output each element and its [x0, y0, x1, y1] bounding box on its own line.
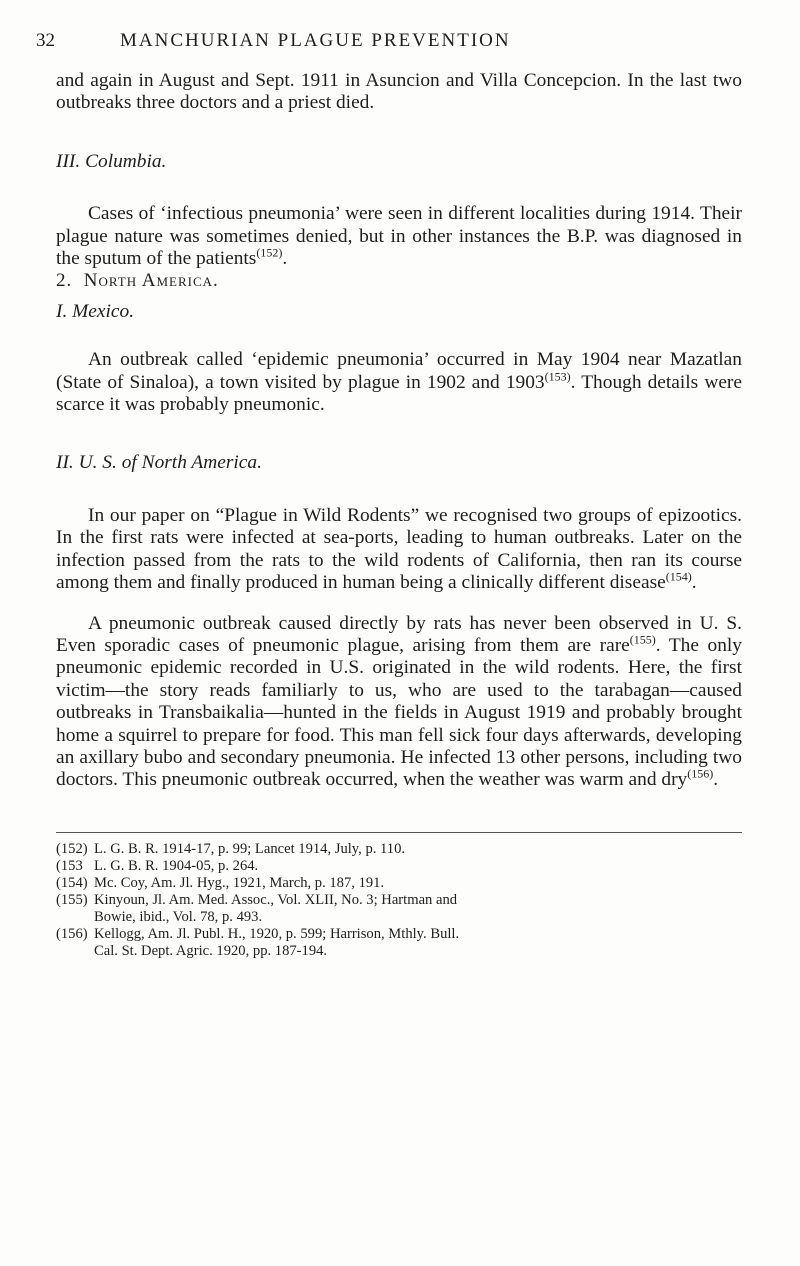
- heading-mexico: I. Mexico.: [56, 300, 135, 322]
- paragraph-pneumonic-outbreak: [56, 613, 742, 792]
- paragraph-mexico-text: An outbreak called ‘epidemic pneumonia’ occurred in May 1904 near Mazatlan (State of Sinaloa), a town visited by plague in 1902 and 1903: [56, 349, 742, 393]
- footnote-ref-155[interactable]: (155): [629, 632, 656, 647]
- heading-columbia: III. Columbia.: [56, 150, 167, 172]
- section-title: North America.: [83, 270, 219, 292]
- footnotes: [56, 832, 742, 960]
- footnote-text: Kinyoun, Jl. Am. Med. Assoc., Vol. XLII, No. 3; Hartman and: [94, 891, 458, 908]
- footnote-number: (156): [56, 925, 88, 942]
- footnote-155-continuation: Bowie, ibid., Vol. 78, p. 493.: [94, 908, 263, 925]
- footnote-ref-152[interactable]: (152): [256, 245, 283, 260]
- footnote-153: [56, 858, 742, 875]
- body-text: [56, 70, 742, 792]
- heading-usna: II. U. S. of North America.: [56, 452, 262, 474]
- paragraph-mexico: [56, 349, 742, 416]
- footnote-156: [56, 926, 742, 943]
- paragraph-wild-rodents-end: .: [691, 572, 697, 594]
- paragraph-columbia-end: .: [282, 248, 288, 270]
- paragraph-columbia-text: Cases of ‘infectious pneumonia’ were seen in different localities during 1914. Their plague nature was sometimes denied, but in other instances the B.P. was diagnosed in the sputum of the patients: [56, 203, 742, 270]
- paragraph-wild-rodents-text: In our paper on “Plague in Wild Rodents” we recognised two groups of epizootics. In the first rats were infected at sea-ports, leading to human outbreaks. Later on the infection passed from the rats to the wild rodents of California, then ran its course among them and finally produced in human being a clinically different disease: [56, 504, 742, 594]
- footnote-number: (155): [56, 891, 88, 908]
- footnote-number: (154): [56, 874, 88, 891]
- footnote-ref-153[interactable]: (153): [544, 369, 571, 384]
- paragraph-pneumonic-end: .: [713, 769, 719, 791]
- paragraph-pneumonic-text-b: . The only pneumonic epidemic recorded in U.S. originated in the wild rodents. Here, the first victim—the story reads familiarly to us, who are used to the tarabagan—caused outbreaks in Transbaikalia—hunted in the fields in August 1919 and probably brought home a squirrel to prepare for food. This man fell sick four days afterwards, developing an axillary bubo and secondary pneumonia. He infected 13 other persons, including two doctors. This pneumonic outbreak occurred, when the weather was warm and dry: [56, 634, 743, 791]
- footnote-154: [56, 875, 742, 892]
- footnote-text: L. G. B. R. 1904-05, p. 264.: [94, 857, 259, 874]
- paragraph-wild-rodents: [56, 505, 742, 595]
- footnote-text: L. G. B. R. 1914-17, p. 99; Lancet 1914, July, p. 110.: [94, 840, 406, 857]
- footnote-155: [56, 892, 742, 909]
- section-number: 2.: [56, 270, 73, 292]
- footnote-text: Mc. Coy, Am. Jl. Hyg., 1921, March, p. 187, 191.: [94, 874, 385, 891]
- section-heading-north-america: [56, 270, 742, 292]
- paragraph-asuncion: and again in August and Sept. 1911 in Asuncion and Villa Concepcion. In the last two outbreaks three doctors and a priest died.: [56, 70, 742, 114]
- footnote-ref-154[interactable]: (154): [665, 569, 692, 584]
- footnote-number: (153: [56, 857, 83, 874]
- footnote-ref-156[interactable]: (156): [687, 766, 714, 781]
- paragraph-columbia: [56, 203, 742, 270]
- footnote-text: Kellogg, Am. Jl. Publ. H., 1920, p. 599; Harrison, Mthly. Bull.: [94, 925, 460, 942]
- running-title: MANCHURIAN PLAGUE PREVENTION: [120, 30, 511, 51]
- page-number: 32: [36, 30, 55, 51]
- footnote-156-continuation: Cal. St. Dept. Agric. 1920, pp. 187-194.: [94, 942, 328, 959]
- paragraph-pneumonic-text-a: A pneumonic outbreak caused directly by rats has never been observed in U. S. Even sporadic cases of pneumonic plague, arising from them are rare: [56, 612, 742, 656]
- footnote-number: (152): [56, 840, 88, 857]
- running-head: [36, 30, 742, 70]
- footnote-152: [56, 841, 742, 858]
- paragraph-mexico-end: . Though details were scarce it was probably pneumonic.: [56, 371, 742, 416]
